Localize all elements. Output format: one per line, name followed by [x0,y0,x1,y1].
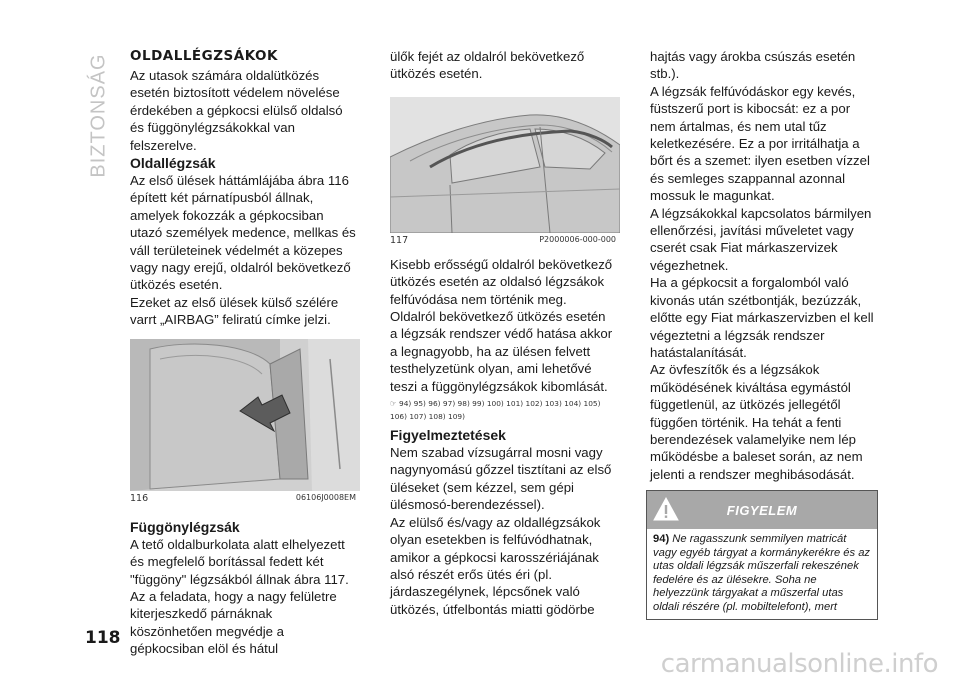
page-number: 118 [85,628,121,648]
warning-references [390,397,616,423]
warning-box [646,490,878,620]
paragraph: hajtás vagy árokba csúszás esetén stb.). [650,49,856,82]
paragraph: Az első ülések háttámlájába ábra 116 épített két párnatípusból állnak, amelyek fokozzák a gépkocsiban utazó személyek medence, mellkas és váll területeinek védelmét a közepes vagy nagy erejű, oldalról bekövetkező ütközés esetén. [130,173,356,293]
section-heading: OLDALLÉGZSÁKOK [130,48,278,64]
paragraph: Kisebb erősségű oldalról bekövetkező ütközés esetén az oldalsó légzsákok felfúvódása nem történik meg. [390,256,613,307]
figure-code: 06106J0008EM [295,492,356,502]
pointer-icon: ☞ [390,399,397,409]
figure-code: P2000006-000-000 [539,234,616,244]
warning-number: 94) [653,533,670,545]
paragraph: Az elülső és/vagy az oldallégzsákok olyan esetekben is felfúvódhatnak, amikor a gépkocsi karosszériájának alsó részét erős ütés éri (pl. járdaszegélynek, lépcsőnek való ütközés, útfelbontás miatti gödörbe [390,514,601,617]
figure-116-caption [130,493,356,504]
intro-paragraph: Az utasok számára oldalütközés esetén biztosított védelem növelése érdekében a gépkocsi elülső oldalsó és függönylégzsákokkal van felszerelve. [130,68,343,153]
paragraph: ülők fejét az oldalról bekövetkező ütközés esetén. [390,49,585,82]
car-curtain-airbag-drawing [390,97,620,233]
paragraph: Nem szabad vízsugárral mosni vagy nagynyomású gőzzel tisztítani az első üléseket (sem kézzel, sem gépi ülésmosó-berendezéssel). [390,445,612,513]
paragraph: Az övfeszítők és a légzsákok működésének kiváltása egymástól függetlenül, az ütközés jellegétől függően történik. Ha tehát a fenti berendezések valamelyike nem lép működésbe a baleset során, az nem jelenti a rendszer meghibásodását. [650,362,863,482]
reference-list: 94) 95) 96) 97) 98) 99) 100) 101) 102) 103) 104) 105) 106) 107) 108) 109) [390,399,601,422]
figure-number: 117 [390,234,409,246]
warning-text [647,529,877,619]
subheading-side-airbag: Oldallégzsák [130,155,216,172]
paragraph: Oldalról bekövetkező ütközés esetén a légzsák rendszer védő hatása akkor a legnagyobb, ha az ülésen felvett testhelyzetünk olyan, ami lehetővé teszi a függönylégzsákok kibomlását. [390,309,613,394]
subheading-warnings: Figyelmeztetések [390,427,506,444]
paragraph: A légzsákokkal kapcsolatos bármilyen ellenőrzési, javítási műveletet vagy cserét csak Fiat márkaszervizek végezhetnek. [650,205,872,273]
warning-body: Ne ragasszunk semmilyen matricát vagy egyéb tárgyat a kormánykerékre és az utas oldali légzsák műszerfali rekeszének fedelére és az ülésekre. Soha ne helyezzünk tárgyakat a műszerfal utas oldali részére (pl. mobiltelefont), mert [653,533,871,613]
warning-title: FIGYELEM [726,502,798,518]
subheading-curtain-airbag: Függönylégzsák [130,518,240,535]
figure-116-seat-illustration [130,339,360,491]
figure-number: 116 [130,492,149,504]
watermark: carmanualsonline.info [660,649,938,679]
warning-header [647,491,877,529]
column-1 [130,48,356,658]
figure-117-car-illustration [390,97,620,233]
figure-117-caption [390,235,616,246]
seat-airbag-drawing [130,339,360,491]
paragraph: Ezeket az első ülések külső szélére varrt „AIRBAG” feliratú címke jelzi. [130,294,339,328]
column-3 [650,48,876,483]
column-2 [390,48,616,618]
section-side-tab [84,50,114,180]
paragraph: Az a feladata, hogy a nagy felületre kiterjeszkedő párnáknak köszönhetően megvédje a gépkocsiban elöl és hátul [130,588,337,657]
paragraph: A légzsák felfúvódáskor egy kevés, füstszerű port is kibocsát: ez a por nem ártalmas, és nem utal tűz keletkezésére. Ez a por irritálhatja a bőrt és a szemet: ilyen esetben vízzel és semleges szappannal azonnal mossuk le magunkat. [650,83,870,204]
paragraph: Ha a gépkocsit a forgalomból való kivonás után szétbontják, bezúzzák, előtte egy Fiat márkaszervizben el kell végeztetni a légzsák rendszer hatástalanítását. [650,275,874,360]
section-side-tab-label: BIZTONSÁG [87,52,110,178]
warning-triangle-icon [653,496,679,522]
paragraph: A tető oldalburkolata alatt elhelyezett és megfelelő borítással fedett két "függöny" légzsákból állnak ábra 117. [130,536,349,587]
